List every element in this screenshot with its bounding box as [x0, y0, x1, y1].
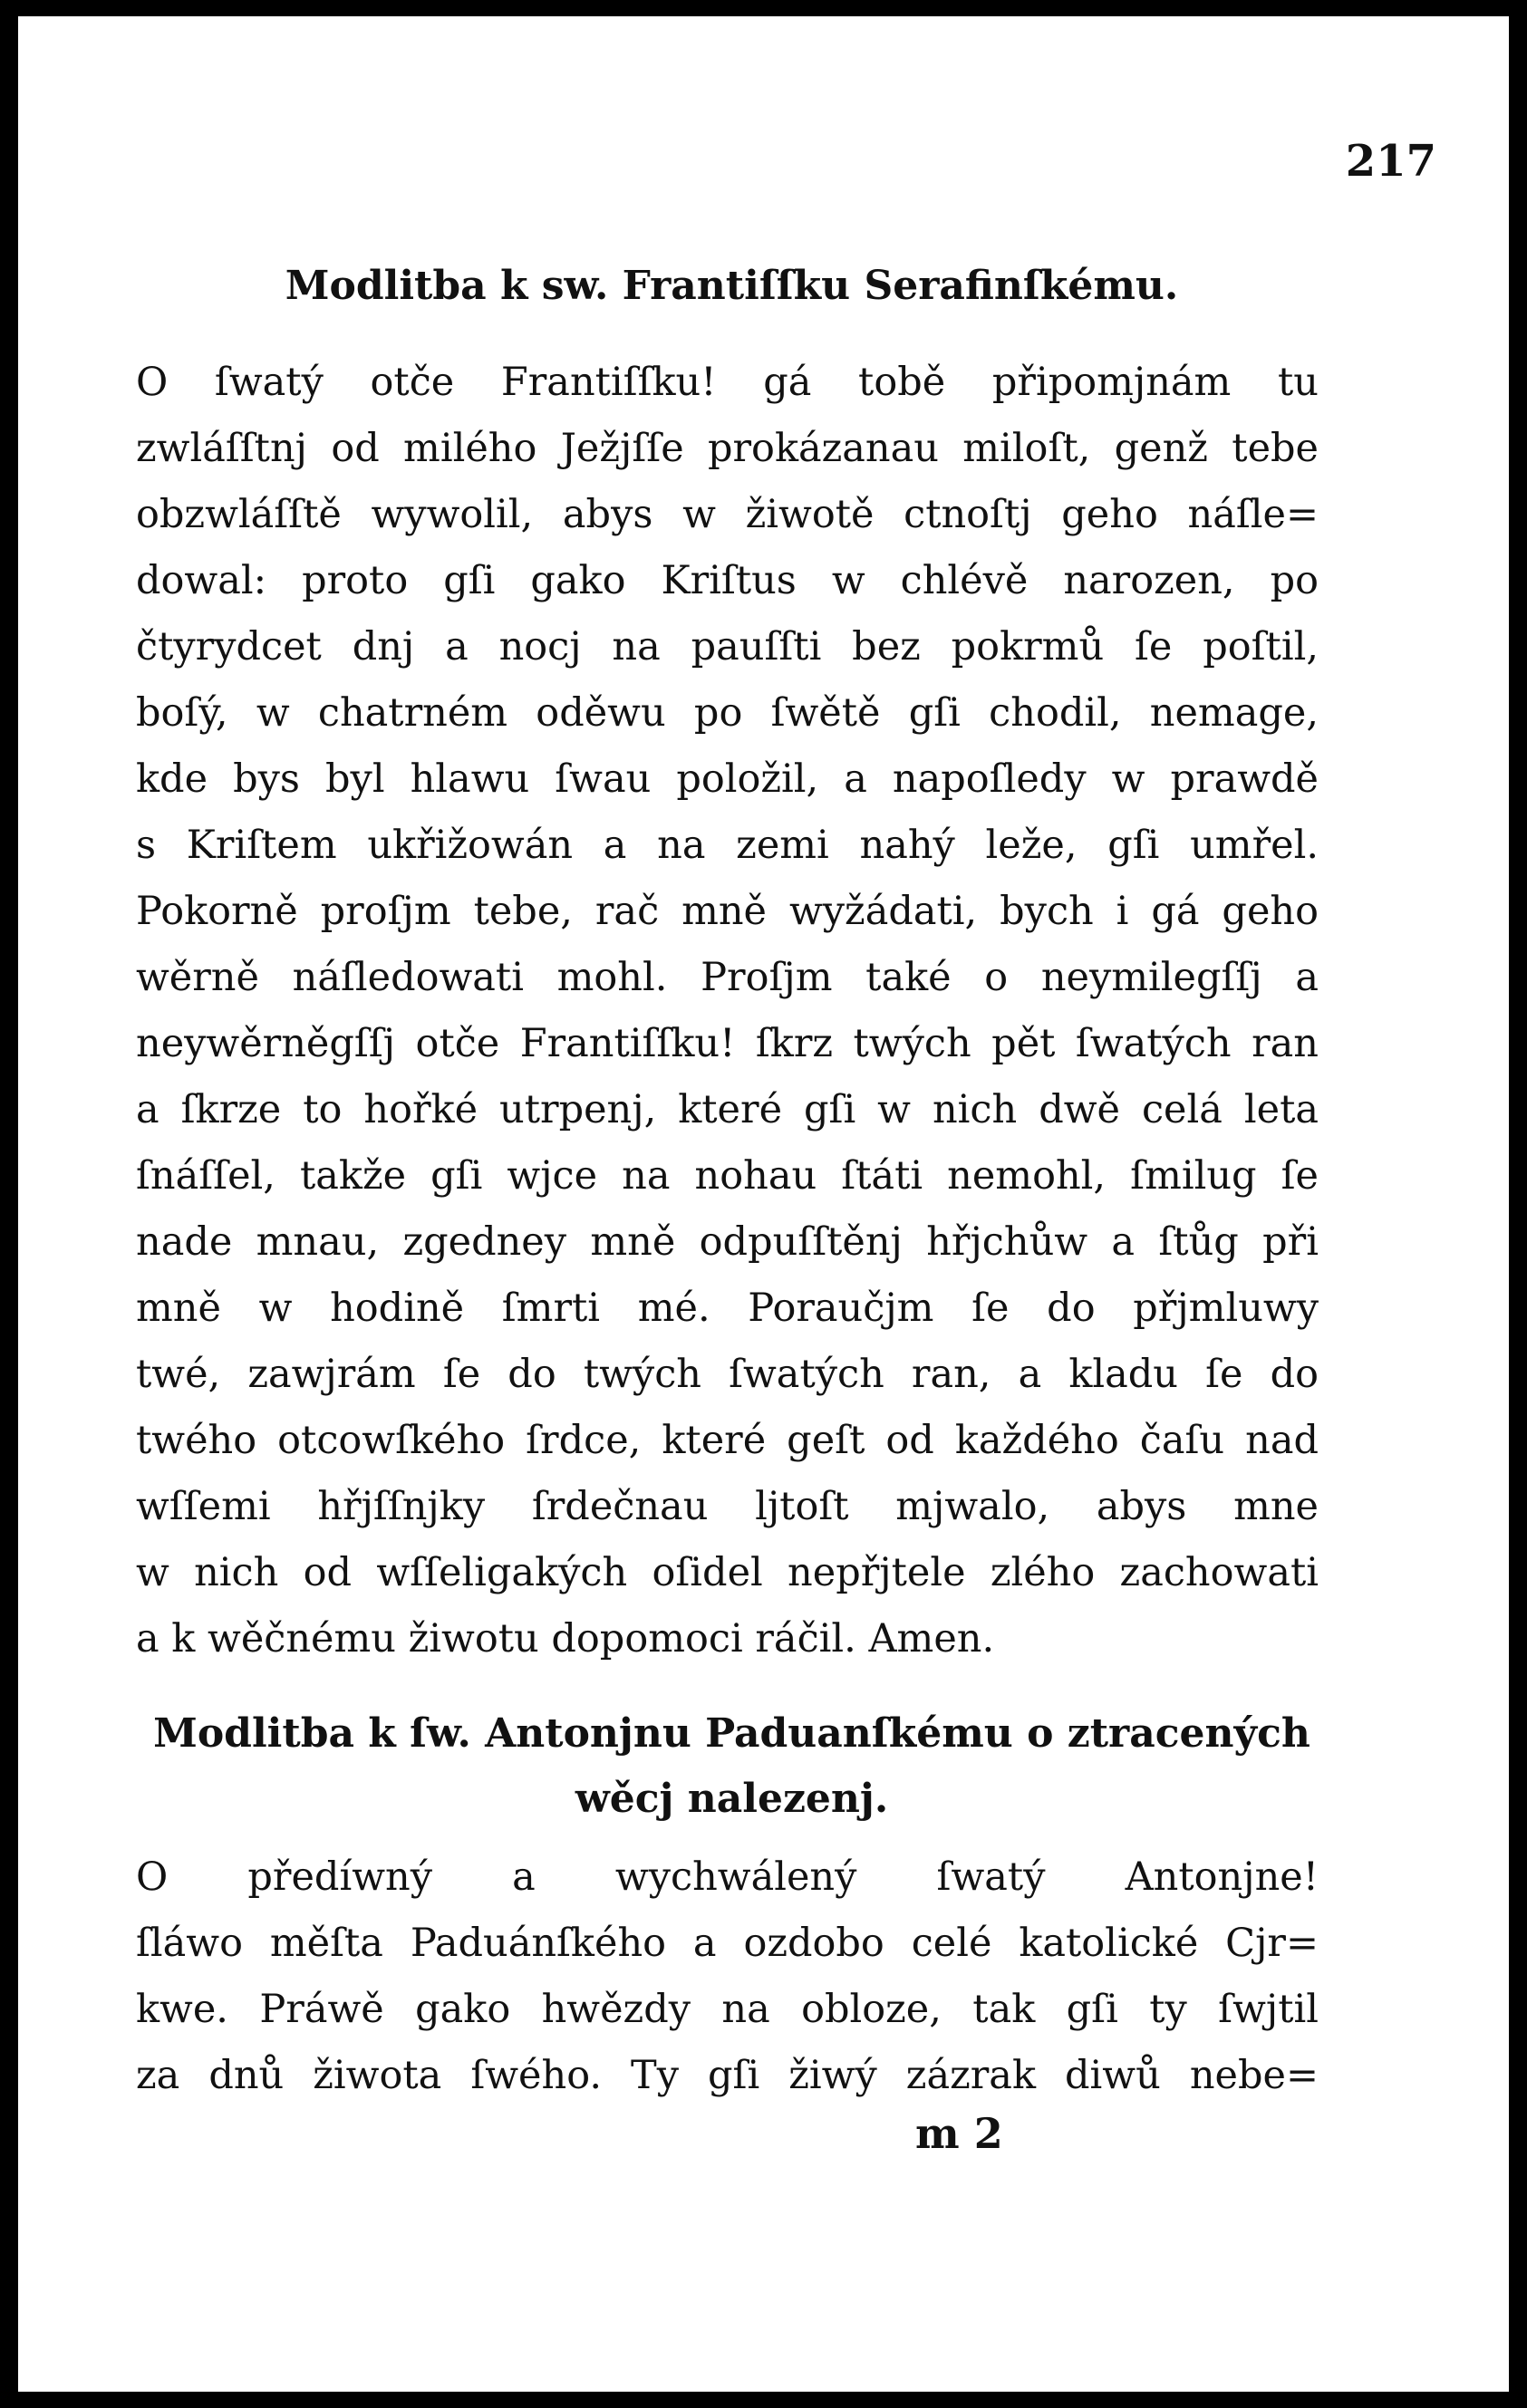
text-line: s Kriſtem ukřižowán a na zemi nahý leže, gſi umřel. — [136, 823, 1319, 868]
text-line: mně w hodině ſmrti mé. Poraučjm ſe do přjmluwy — [136, 1286, 1319, 1331]
page-number: 217 — [1345, 136, 1436, 187]
text-line: boſý, w chatrném oděwu po ſwětě gſi chodil, nemage, — [136, 690, 1319, 736]
text-line: kde bys byl hlawu ſwau položil, a napoſledy w prawdě — [136, 756, 1319, 802]
text-line: čtyrydcet dnj a nocj na pauſſti bez pokrmů ſe poſtil, — [136, 624, 1319, 669]
signature-mark: m 2 — [915, 2109, 1003, 2158]
text-line: w nich od wſſeligakých oſidel nepřjtele zlého zachowati — [136, 1550, 1319, 1595]
text-line: a ſkrze to hořké utrpenj, které gſi w nich dwě celá leta — [136, 1087, 1319, 1132]
section-body-anthony — [136, 1845, 1319, 2109]
text-line: Pokorně proſjm tebe, rač mně wyžádati, bych i gá geho — [136, 889, 1319, 934]
section-title-francis: Modlitba k sw. Frantiſſku Serafinſkému. — [285, 263, 1179, 309]
text-line: kwe. Práwě gako hwězdy na obloze, tak gſi ty ſwjtil — [136, 1987, 1319, 2032]
text-line: O ſwatý otče Frantiſſku! gá tobě připomjnám tu — [136, 360, 1319, 405]
text-line: ſnáſſel, takže gſi wjce na nohau ſtáti nemohl, ſmilug ſe — [136, 1153, 1319, 1199]
text-line: twé, zawjrám ſe do twých ſwatých ran, a kladu ſe do — [136, 1352, 1319, 1397]
text-line: dowal: proto gſi gako Kriſtus w chlévě narozen, po — [136, 558, 1319, 603]
text-line: ſláwo měſta Paduánſkého a ozdobo celé katolické Cjr= — [136, 1921, 1319, 1966]
text-line: wſſemi hřjſſnjky ſrdečnau ljtoſt mjwalo, abys mne — [136, 1484, 1319, 1529]
book-page — [18, 16, 1509, 2392]
section-title-anthony: Modlitba k ſw. Antonjnu Paduanſkému o ztracených wěcj nalezenj. — [153, 1710, 1310, 1822]
text-line: O předíwný a wychwálený ſwatý Antonjne! — [136, 1854, 1319, 1900]
text-line: obzwláſſtě wywolil, abys w žiwotě ctnoſtj geho náſle= — [136, 492, 1319, 537]
text-line: zwláſſtnj od milého Ježjſſe prokázanau miloſt, genž tebe — [136, 426, 1319, 471]
text-line: a k wěčnému žiwotu dopomoci ráčil. Amen. — [136, 1616, 995, 1662]
section-body-francis — [136, 350, 1319, 1672]
text-line: za dnů žiwota ſwého. Ty gſi žiwý zázrak diwů nebe= — [136, 2053, 1319, 2098]
text-line: twého otcowſkého ſrdce, které geſt od každého čaſu nad — [136, 1418, 1319, 1463]
text-line: nade mnau, zgedney mně odpuſſtěnj hřjchůw a ſtůg při — [136, 1219, 1319, 1265]
text-line: wěrně náſledowati mohl. Proſjm také o neymilegſſj a — [136, 955, 1319, 1000]
text-line: neywěrněgſſj otče Frantiſſku! ſkrz twých pět ſwatých ran — [136, 1021, 1319, 1066]
